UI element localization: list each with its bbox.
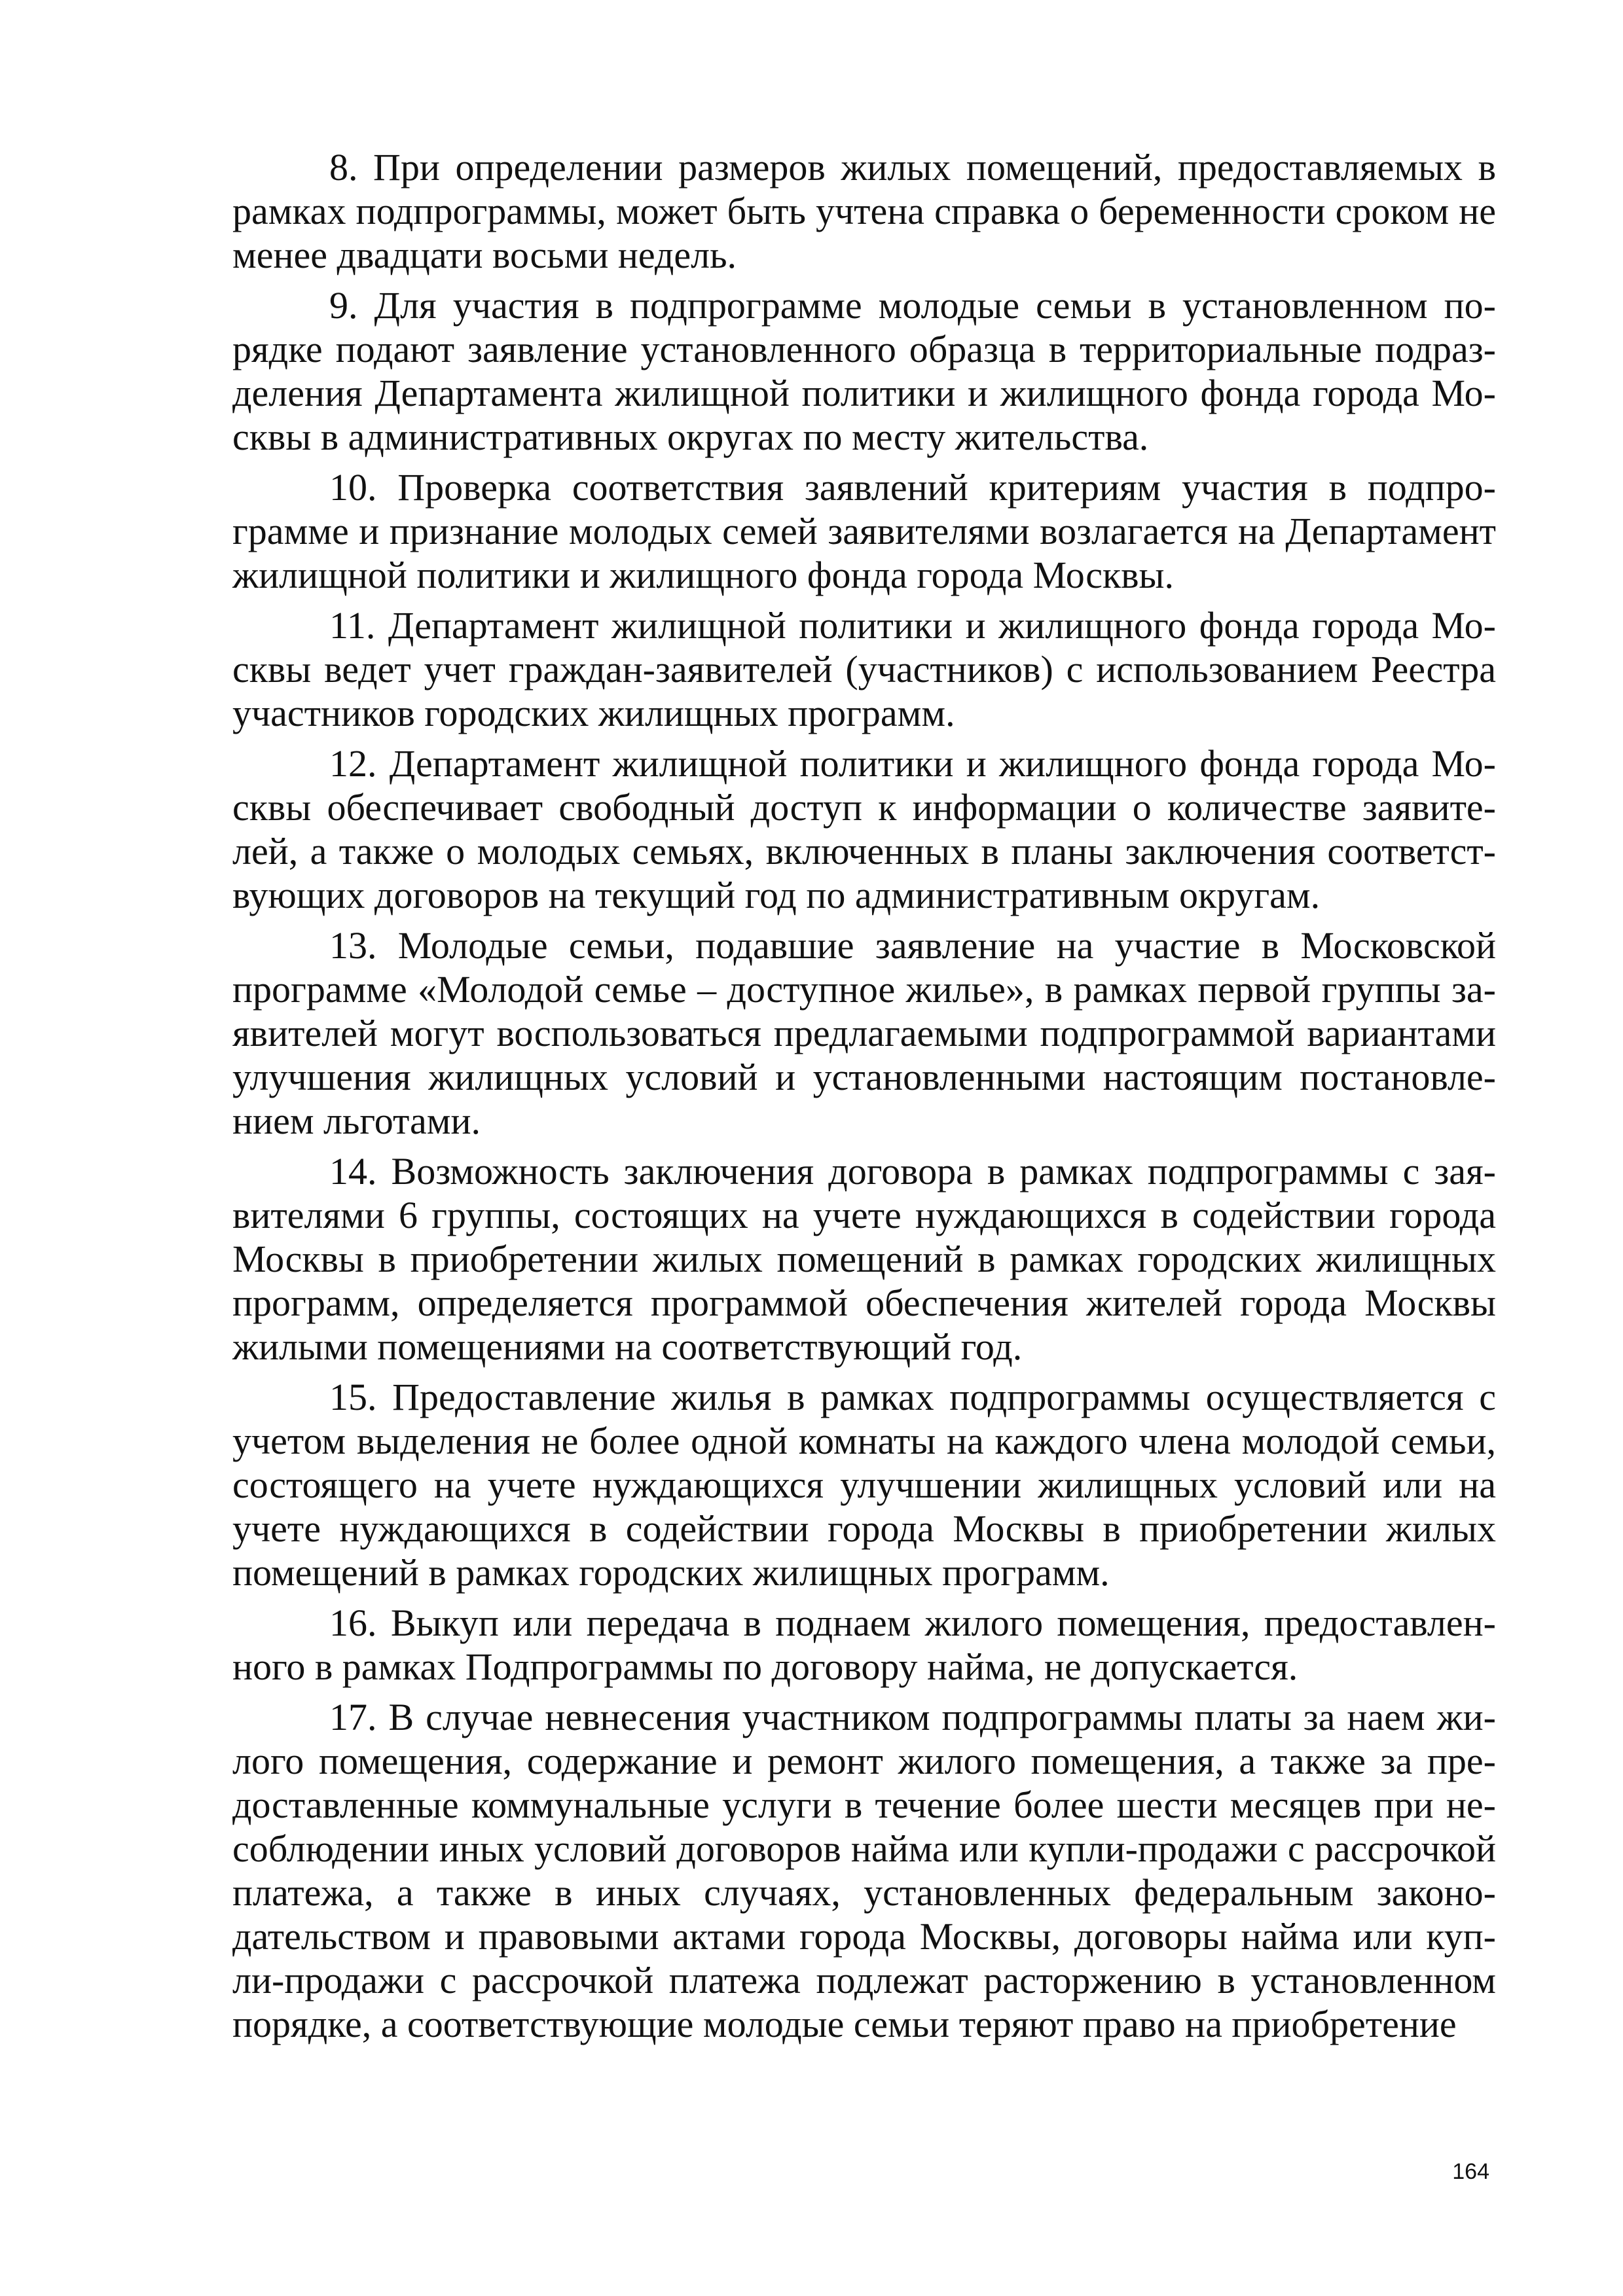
- paragraph-8: 8. При определении размеров жилых помещений, предоставляемых в рамках подпрограммы, может быть учтена справка о беременности сроком не менее двадцати восьми недель.: [232, 146, 1496, 276]
- paragraph-12: 12. Департамент жилищной политики и жилищного фонда города Москвы обеспечивает свободный доступ к информации о количестве заявителей, а также о молодых семьях, включенных в планы заключения соответствующих договоров на текущий год по административным округам.: [232, 742, 1496, 916]
- paragraph-10: 10. Проверка соответствия заявлений критериям участия в подпрограмме и признание молодых семей заявителями возлагается на Департамент жилищной политики и жилищного фонда города Москвы.: [232, 466, 1496, 596]
- paragraph-14: 14. Возможность заключения договора в рамках подпрограммы с заявителями 6 группы, состоящих на учете нуждающихся в содействии города Москвы в приобретении жилых помещений в рамках городских жилищных программ, определяется программой обеспечения жителей города Москвы жилыми помещениями на соответствующий год.: [232, 1150, 1496, 1368]
- document-body: [232, 145, 1496, 2053]
- paragraph-16: 16. Выкуп или передача в поднаем жилого помещения, предоставленного в рамках Подпрограммы по договору найма, не допускается.: [232, 1602, 1496, 1688]
- paragraph-17: 17. В случае невнесения участником подпрограммы платы за наем жилого помещения, содержание и ремонт жилого помещения, а также за предоставленные коммунальные услуги в течение более шести месяцев при несоблюдении иных условий договоров найма или купли-продажи с рассрочкой платежа, а также в иных случаях, установленных федеральным законодательством и правовыми актами города Москвы, договоры найма или купли-продажи с рассрочкой платежа подлежат расторжению в установленном порядке, а соответствующие молодые семьи теряют право на приобретение: [232, 1696, 1496, 2045]
- page-number: 164: [1452, 2159, 1489, 2184]
- paragraph-11: 11. Департамент жилищной политики и жилищного фонда города Москвы ведет учет граждан-заявителей (участников) с использованием Реестра участников городских жилищных программ.: [232, 604, 1496, 734]
- paragraph-9: 9. Для участия в подпрограмме молодые семьи в установленном порядке подают заявление установленного образца в территориальные подразделения Департамента жилищной политики и жилищного фонда города Москвы в административных округах по месту жительства.: [232, 284, 1496, 458]
- paragraph-13: 13. Молодые семьи, подавшие заявление на участие в Московской программе «Молодой семье – доступное жилье», в рамках первой группы заявителей могут воспользоваться предлагаемыми подпрограммой вариантами улучшения жилищных условий и установленными настоящим постановлением льготами.: [232, 924, 1496, 1142]
- paragraph-15: 15. Предоставление жилья в рамках подпрограммы осуществляется с учетом выделения не более одной комнаты на каждого члена молодой семьи, состоящего на учете нуждающихся улучшении жилищных условий или на учете нуждающихся в содействии города Москвы в приобретении жилых помещений в рамках городских жилищных программ.: [232, 1376, 1496, 1594]
